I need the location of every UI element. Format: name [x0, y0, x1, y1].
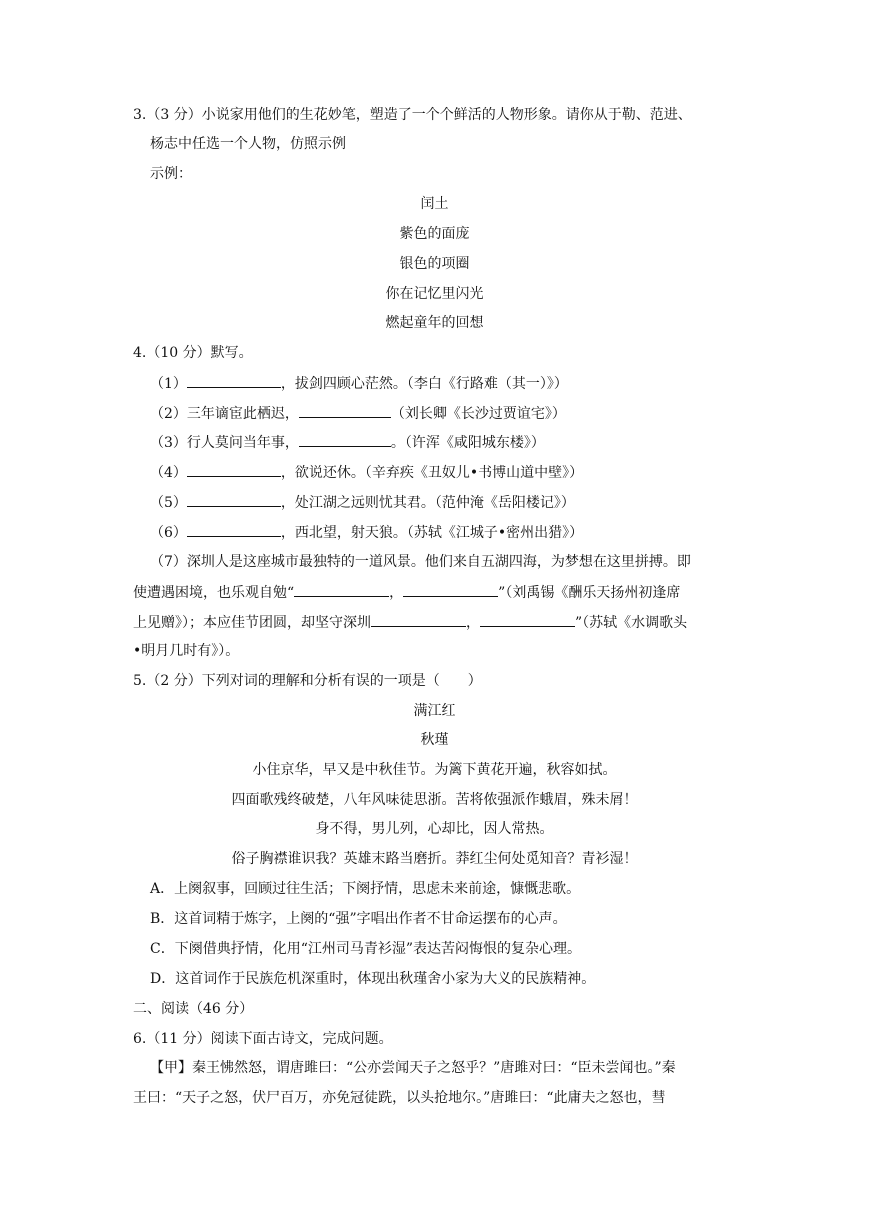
item-number: （4）	[150, 465, 187, 481]
fill-blank[interactable]	[480, 612, 575, 627]
item-text: ”（刘禹锡《酬乐天扬州初逢席	[498, 585, 681, 601]
fill-blank[interactable]	[187, 373, 281, 388]
fill-blank[interactable]	[187, 462, 281, 477]
fill-blank[interactable]	[403, 582, 498, 597]
q3-line-2: 杨志中任选一个人物，仿照示例	[150, 136, 346, 152]
item-text: （刘长卿《长沙过贾谊宅》）	[390, 406, 566, 422]
q4-item-2	[150, 403, 566, 423]
q3-poem-line-5: 燃起童年的回想	[385, 315, 484, 331]
q5-poem-title: 满江红	[413, 703, 456, 719]
q4-item-4	[150, 462, 583, 482]
q4-item-6	[150, 522, 583, 542]
q5-title: 5.（2 分）下列对词的理解和分析有误的一项是（ ）	[133, 673, 482, 689]
item-text: 。（许浑《咸阳城东楼》）	[390, 435, 545, 451]
item-number: （5）	[150, 495, 187, 511]
item-text: ，拔剑四顾心茫然。（李白《行路难（其一）》）	[280, 376, 568, 392]
q3-example-label: 示例：	[150, 166, 192, 182]
fill-blank[interactable]	[299, 403, 391, 418]
q6-passage-line-2: 王曰：“天子之怒，伏尸百万，亦免冠徒跣，以头抢地尔。”唐雎曰：“此庸夫之怒也，彗	[133, 1090, 666, 1106]
q5-option-d: D．这首词作于民族危机深重时，体现出秋瑾舍小家为大义的民族精神。	[150, 971, 596, 987]
q5-option-b: B．这首词精于炼字，上阕的“强”字唱出作者不甘命运摆布的心声。	[150, 911, 567, 927]
q4-item-7-line-2	[133, 582, 680, 602]
item-text: ，西北望，射天狼。（苏轼《江城子•密州出猎》）	[280, 525, 584, 541]
item-text: ，	[389, 585, 404, 601]
q5-poem-line-3: 身不得，男儿列，心却比，因人常热。	[315, 821, 554, 837]
q6-passage-line-1: 【甲】秦王怫然怒，谓唐雎曰：“公亦尝闻天子之怒乎？”唐雎对曰：“臣未尝闻也。”秦	[150, 1060, 676, 1076]
q4-item-7-line-4: •明月几时有》）。	[133, 643, 240, 659]
q5-poem-author: 秋瑾	[420, 732, 449, 748]
item-text: （2）三年谪宦此栖迟，	[150, 406, 299, 422]
item-text: ，欲说还休。（辛弃疾《丑奴儿•书博山道中壁》）	[280, 465, 584, 481]
q5-option-c: C．下阕借典抒情，化用“江州司马青衫湿”表达苦闷悔恨的复杂心理。	[150, 941, 582, 957]
fill-blank[interactable]	[371, 612, 466, 627]
q3-line-1: 3.（3 分）小说家用他们的生花妙笔，塑造了一个个鲜活的人物形象。请你从于勒、范进、	[133, 107, 692, 123]
q5-option-a: A．上阕叙事，回顾过往生活；下阕抒情，思虑未来前途，慷慨悲歌。	[150, 881, 581, 897]
section-2-heading: 二、阅读（46 分）	[133, 1001, 254, 1017]
fill-blank[interactable]	[187, 492, 281, 507]
q4-item-7-line-1: （7）深圳人是这座城市最独特的一道风景。他们来自五湖四海，为梦想在这里拼搏。即	[150, 554, 691, 570]
q4-item-1	[150, 373, 568, 393]
q4-item-5	[150, 492, 575, 512]
q4-title: 4.（10 分）默写。	[133, 345, 253, 361]
q4-item-3	[150, 432, 545, 452]
item-text: ”（苏轼《水调歌头	[575, 615, 688, 631]
item-text: 使遭遇困境，也乐观自勉“	[133, 585, 295, 601]
q3-poem-line-1: 闰土	[420, 196, 449, 212]
fill-blank[interactable]	[187, 522, 281, 537]
q3-poem-line-4: 你在记忆里闪光	[385, 286, 484, 302]
q4-item-7-line-3	[133, 612, 687, 632]
fill-blank[interactable]	[294, 582, 389, 597]
item-text: （3）行人莫问当年事，	[150, 435, 299, 451]
item-text: ，处江湖之远则忧其君。（范仲淹《岳阳楼记》）	[280, 495, 575, 511]
q5-poem-line-2: 四面歌残终破楚，八年风味徒思浙。苦将侬强派作蛾眉，殊未屑！	[231, 792, 638, 808]
q6-title: 6.（11 分）阅读下面古诗文，完成问题。	[133, 1031, 393, 1047]
fill-blank[interactable]	[299, 432, 391, 447]
q3-poem-line-3: 银色的项圈	[399, 256, 470, 272]
item-number: （6）	[150, 525, 187, 541]
q5-poem-line-4: 俗子胸襟谁识我？英雄末路当磨折。莽红尘何处觅知音？青衫湿！	[231, 851, 638, 867]
q3-poem-line-2: 紫色的面庞	[399, 226, 470, 242]
item-text: ，	[466, 615, 480, 631]
item-text: 上见赠》）；本应佳节团圆，却坚守深圳	[133, 615, 371, 631]
item-number: （1）	[150, 376, 187, 392]
q5-poem-line-1: 小住京华，早又是中秋佳节。为篱下黄花开遍，秋容如拭。	[252, 762, 617, 778]
